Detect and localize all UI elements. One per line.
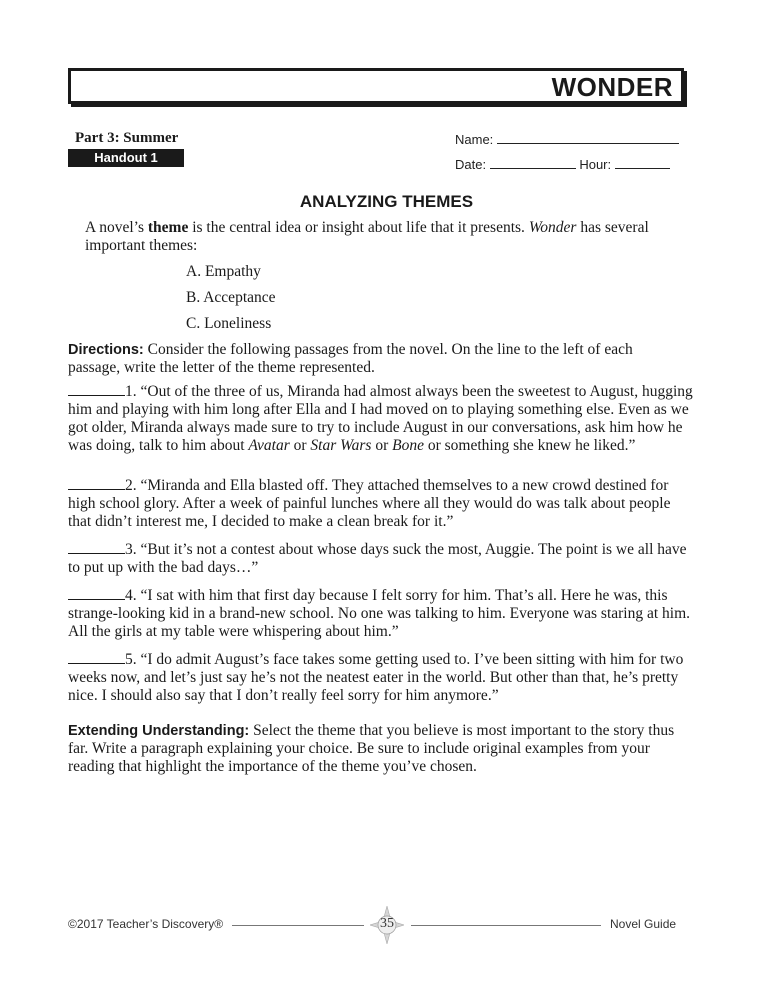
directions-text: Consider the following passages from the novel. On the line to the left of each passage, write the letter of the theme represented. bbox=[68, 341, 633, 376]
intro-book-title: Wonder bbox=[528, 219, 577, 236]
extending-label: Extending Understanding: bbox=[68, 723, 250, 739]
theme-item: A. Empathy bbox=[186, 263, 261, 280]
document-title: WONDER bbox=[551, 72, 673, 102]
answer-blank-5[interactable] bbox=[68, 651, 125, 664]
passage-text: “But it’s not a contest about whose days suck the most, Auggie. The point is we all have to put up with the bad days…” bbox=[68, 541, 687, 576]
passage-3 bbox=[68, 541, 693, 577]
footer-guide-label: Novel Guide bbox=[610, 917, 677, 931]
handout-badge: Handout 1 bbox=[68, 149, 184, 167]
directions-label: Directions: bbox=[68, 342, 144, 358]
passage-text: or something she knew he liked.” bbox=[423, 437, 636, 454]
passage-text: “Out of the three of us, Miranda had almost always been the sweetest to August, hugging him and playing with him long after Ella and I had moved on to playing something else. Even as we got older, Miranda always made sure to try to include August in our conversations, ask him how he was doing, talk to him about bbox=[68, 383, 693, 454]
footer-rule-right bbox=[411, 925, 601, 926]
title-avatar: Avatar bbox=[248, 437, 290, 454]
hour-label: Hour: bbox=[579, 157, 612, 172]
part-label: Part 3: Summer bbox=[75, 130, 179, 146]
intro-text: A novel’s bbox=[85, 219, 148, 236]
name-field[interactable] bbox=[455, 131, 679, 147]
name-line[interactable] bbox=[497, 131, 679, 144]
extending-text: Select the theme that you believe is most important to the story thus far. Write a paragraph explaining your choice. Be sure to include original examples from your reading that highlight the importance of the theme you’ve chosen. bbox=[68, 722, 675, 775]
passage-text: or bbox=[289, 437, 311, 454]
intro-text-post: has several important themes: bbox=[85, 219, 649, 254]
passage-1 bbox=[68, 383, 693, 455]
title-bone: Bone bbox=[392, 437, 424, 454]
answer-blank-3[interactable] bbox=[68, 541, 125, 554]
date-hour-field bbox=[455, 156, 670, 172]
intro-text-mid: is the central idea or insight about life that it presents. bbox=[188, 219, 529, 236]
passage-text: “Miranda and Ella blasted off. They attached themselves to a new crowd destined for high school glory. After a week of painful lunches where all they would do was talk about people that didn’t interest me, I decided to make a clean break for it.” bbox=[68, 477, 671, 530]
answer-blank-4[interactable] bbox=[68, 587, 125, 600]
theme-item: C. Loneliness bbox=[186, 315, 272, 332]
passage-number: 1. bbox=[125, 383, 137, 400]
intro-paragraph bbox=[85, 219, 685, 255]
answer-blank-2[interactable] bbox=[68, 477, 125, 490]
page-number-ornament bbox=[370, 906, 404, 944]
date-line[interactable] bbox=[490, 156, 576, 169]
page-number: 35 bbox=[380, 916, 394, 931]
theme-item: B. Acceptance bbox=[186, 289, 276, 306]
directions-paragraph bbox=[68, 341, 688, 377]
intro-bold-term: theme bbox=[147, 219, 189, 236]
answer-blank-1[interactable] bbox=[68, 383, 125, 396]
passage-text: “I do admit August’s face takes some getting used to. I’ve been sitting with him for two weeks now, and let’s just say he’s not the neatest eater in the world. But other than that, he’s pretty nice. I should also say that I don’t really feel sorry for him anymore.” bbox=[68, 651, 684, 704]
footer-copyright: ©2017 Teacher’s Discovery® bbox=[68, 917, 224, 931]
extending-understanding bbox=[68, 722, 693, 776]
page-heading: ANALYZING THEMES bbox=[299, 192, 474, 211]
passage-number: 2. bbox=[125, 477, 137, 494]
theme-list bbox=[186, 263, 276, 341]
footer-rule-left bbox=[232, 925, 364, 926]
passage-text: or bbox=[371, 437, 393, 454]
passage-number: 3. bbox=[125, 541, 137, 558]
hour-line[interactable] bbox=[615, 156, 670, 169]
passage-4 bbox=[68, 587, 693, 641]
name-label: Name: bbox=[455, 132, 494, 147]
passage-2 bbox=[68, 477, 693, 531]
title-banner bbox=[68, 68, 684, 104]
date-label: Date: bbox=[455, 157, 487, 172]
passage-text: “I sat with him that first day because I felt sorry for him. That’s all. Here he was, this strange-looking kid in a brand-new school. No one was talking to him. Everyone was staring at him. All the girls at my table were whispering about him.” bbox=[68, 587, 691, 640]
passage-number: 4. bbox=[125, 587, 137, 604]
passage-number: 5. bbox=[125, 651, 137, 668]
passage-5 bbox=[68, 651, 700, 705]
title-star-wars: Star Wars bbox=[310, 437, 372, 454]
